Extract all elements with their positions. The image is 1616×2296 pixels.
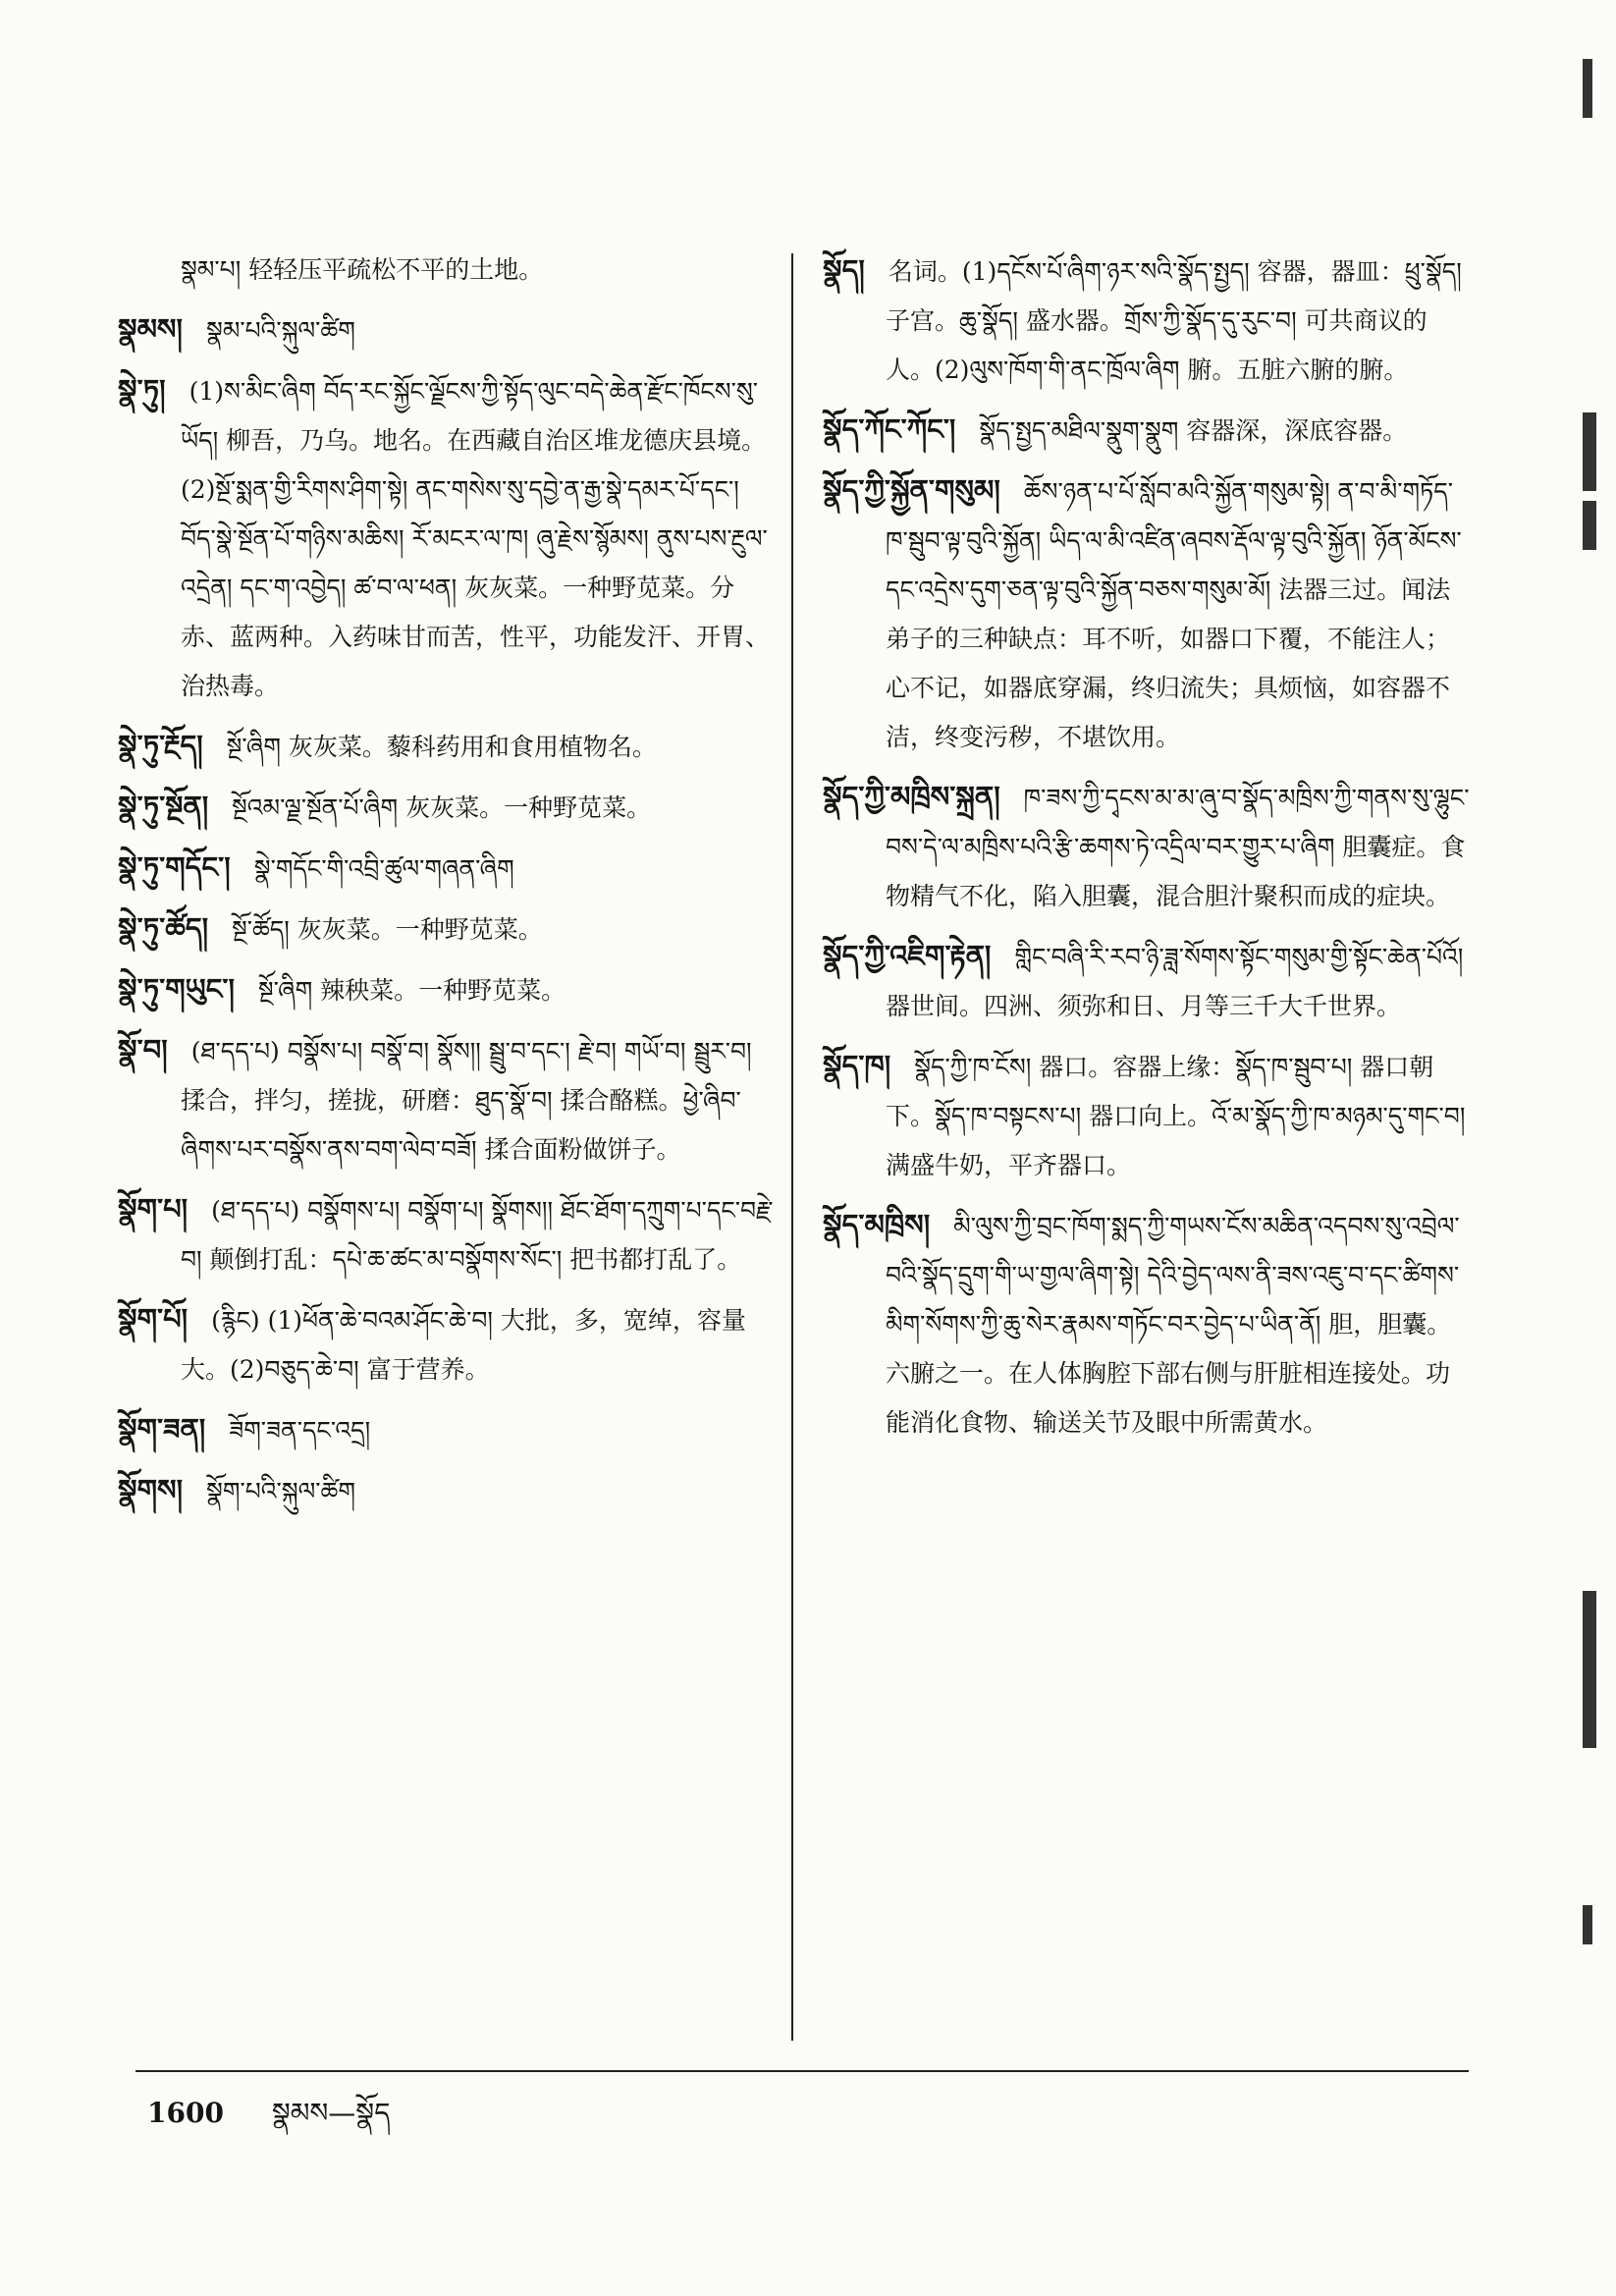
entry-definition: མི་ལུས་ཀྱི་བྲང་ཁོག་སྨད་ཀྱི་གཡས་ངོས་མཆིན་འདབས་སུ་འབྲེལ་བའི་སྣོད་དྲུག་གི་ཡ་གྱལ་ཞིག་སྟེ། དེའི་བྱེད་ལས་ནི་ཟས་འཇུ་བ་དང་ཚིགས་མིག་སོགས་ཀྱི་ཆུ་སེར་རྣམས་གཏོང་བར་བྱེད་པ་ཡིན་ནོ། 胆，胆囊。六腑之一。在人体胸腔下部右侧与肝脏相连接处。功能消化食物、输送关节及眼中所需黄水。: [886, 1212, 1460, 1437]
entry-headword: སྣོགས།: [118, 1473, 184, 1506]
entry-headword: སྣེ་ཏུ་ཚོད།: [118, 911, 209, 945]
dictionary-entry: [823, 1041, 1471, 1190]
dictionary-entry: [118, 1025, 774, 1175]
entry-definition: (རྙིང) (1)ཕོན་ཆེ་བའམ་ཤོང་ཆེ་བ། 大批，多，宽绰，容量大。(2)བཅུད་ཆེ་བ། 富于营养。: [181, 1306, 746, 1384]
entry-definition: ཟོག་ཟན་དང་འདྲ།: [229, 1416, 371, 1445]
entry-headword: སྣེ་ཏུ་རྔོད།: [118, 729, 203, 762]
dictionary-entry: [118, 1184, 774, 1285]
entry-definition: གླིང་བཞི་རི་རབ་ཉི་ཟླ་སོགས་སྟོང་གསུམ་གྱི་སྟོང་ཆེན་པོའོ། 器世间。四洲、须弥和日、月等三千大千世界。: [886, 943, 1464, 1020]
dictionary-entry: [823, 246, 1471, 395]
entry-headword: སྣོད་ཁ།: [823, 1049, 891, 1082]
page-footer: [147, 2082, 390, 2159]
entry-definition: (ཐ་དད་པ) བསྣོས་པ། བསྣོ་བ། སྣོས།། སྦྲུ་བ་དང་། རྗེ་བ། གཡོ་བ། སྦྲུར་བ། 揉合，拌匀，搓拢，研磨：ཐུད་སྣོ་བ། 揉合酪糕。ཕྱེ་ཞིབ་ཞིགས་པར་བསྣོས་ནས་བག་ལེབ་བཟོ། 揉合面粉做饼子。: [181, 1037, 752, 1164]
entry-definition: སྔོ་ཞིག 灰灰菜。藜科药用和食用植物名。: [226, 733, 657, 761]
entry-definition: ཆོས་ཉན་པ་པོ་སློབ་མའི་སྐྱོན་གསུམ་སྟེ། ན་བ་མི་གཏོད་ཁ་སྦུབ་ལྟ་བུའི་སྐྱོན། ཡིད་ལ་མི་འཛིན་ཞབས་རྡོལ་ལྟ་བུའི་སྐྱོན། ཉོན་མོངས་དང་འདྲེས་དུག་ཅན་ལྟ་བུའི་སྐྱོན་བཅས་གསུམ་མོ། 法器三过。闻法弟子的三种缺点：耳不听，如器口下覆，不能注人；心不记，如器底穿漏，终归流失；具烦恼，如容器不洁，终变污秽，不堪饮用。: [886, 477, 1462, 751]
right-column: [823, 246, 1471, 1457]
dictionary-entry: [823, 931, 1471, 1031]
entry-headword: སྣོག་ཟན།: [118, 1412, 206, 1446]
dictionary-entry: [118, 903, 774, 955]
entry-headword: སྣོད།: [823, 253, 865, 287]
page-number: 1600: [147, 2097, 224, 2129]
entry-headword: སྣོ་བ།: [118, 1033, 168, 1066]
dictionary-entry: [118, 843, 774, 894]
dictionary-entry: [118, 365, 774, 711]
entry-definition: སྣོད་སྤྱད་མཐིལ་སྣུག་སྣུག 容器深，深底容器。: [979, 416, 1408, 445]
left-column: [118, 246, 774, 1526]
entry-headword: སྣེ་ཏུ་གདོང་།: [118, 850, 231, 884]
dictionary-entry: [118, 1294, 774, 1394]
entry-headword: སྣོག་པ།: [118, 1192, 189, 1226]
entry-definition: སྣམ་པའི་སྐུལ་ཚིག: [205, 316, 355, 345]
dictionary-entry: [823, 405, 1471, 456]
dictionary-entry: [118, 246, 774, 295]
dictionary-entry: [118, 1465, 774, 1516]
entry-headword: སྣོད་ཀྱི་སྐྱོན་གསུམ།: [823, 473, 1000, 507]
entry-headword: སྣོད་ཀོང་ཀོང་།: [823, 412, 956, 446]
dictionary-entry: [823, 772, 1471, 921]
entry-definition: སྣོད་ཀྱི་ཁ་ངོས། 器口。容器上缘：སྣོད་ཁ་སྦུབ་པ། 器口朝下。སྣོད་ཁ་བསྟངས་པ། 器口向上。འོ་མ་སྣོད་ཀྱི་ཁ་མཉམ་དུ་གང་བ། 满盛牛奶，平齐器口。: [886, 1053, 1466, 1179]
entry-definition: (1)ས་མིང་ཞིག བོད་རང་སྐྱོང་ལྗོངས་ཀྱི་སྟོད་ལུང་བདེ་ཆེན་རྫོང་ཁོངས་སུ་ཡོད། 柳吾，乃乌。地名。在西藏自治区堆龙德庆县境。(2)སྔོ་སྨན་གྱི་རིགས་ཤིག་སྟེ། ནང་གསེས་སུ་དབྱེ་ན་རྒྱ་སྣེ་དམར་པོ་དང་། བོད་སྣེ་སྔོན་པོ་གཉིས་མཆིས། རོ་མངར་ལ་ཁ། ཞུ་རྗེས་སྙོམས། ནུས་པས་རྔུལ་འདྲེན། དང་ག་འབྱེད། ཚ་བ་ལ་ཕན། 灰灰菜。一种野苋菜。分赤、蓝两种。入药味甘而苦，性平，功能发汗、开胃、治热毒。: [181, 377, 771, 700]
footer-rule: [135, 2070, 1469, 2072]
entry-headword: སྣོད་ཀྱི་འཇིག་རྟེན།: [823, 939, 992, 972]
dictionary-entry: [118, 721, 774, 772]
column-divider: [791, 253, 793, 2041]
entry-definition: སྔོའམ་ལྗ་སྔོན་པོ་ཞིག 灰灰菜。一种野苋菜。: [232, 793, 652, 822]
entry-headword: སྣོད་མཁྲིས།: [823, 1208, 931, 1241]
entry-headword: སྣོག་པོ།: [118, 1302, 189, 1336]
entry-definition: སྣོག་པའི་སྐུལ་ཚིག: [206, 1477, 355, 1505]
entry-definition: སྣམ་པ། 轻轻压平疏松不平的土地。: [181, 255, 544, 284]
entry-definition: ཁ་ཟས་ཀྱི་དྭངས་མ་མ་ཞུ་བ་སྣོད་མཁྲིས་ཀྱི་གནས་སུ་ལྷུང་བས་དེ་ལ་མཁྲིས་པའི་རྩི་ཆགས་ཏེ་འདྲིལ་བར་གྱུར་པ་ཞིག 胆囊症。食物精气不化，陷入胆囊，混合胆汁聚积而成的症块。: [886, 784, 1470, 910]
entry-definition: སྔོ་ཚོད། 灰灰菜。一种野苋菜。: [232, 915, 543, 944]
dictionary-entry: [118, 782, 774, 833]
entry-headword: སྣེ་ཏུ་གཡུང་།: [118, 972, 235, 1006]
dictionary-entry: [823, 1200, 1471, 1448]
entry-definition: 名词。(1)དངོས་པོ་ཞིག་ཉར་སའི་སྣོད་སྤྱད། 容器，器皿：ཕྲུ་སྣོད། 子宫。ཆུ་སྣོད། 盛水器。གྲོས་ཀྱི་སྣོད་དུ་རུང་བ། 可共商议的人。(2)ལུས་ཁོག་གི་ནང་ཁྲོལ་ཞིག 腑。五脏六腑的腑。: [886, 257, 1462, 384]
dictionary-entry: [823, 465, 1471, 762]
scan-edge-marks: [1575, 39, 1598, 2259]
dictionary-entry: [118, 964, 774, 1015]
dictionary-entry: [118, 1404, 774, 1455]
dictionary-entry: [118, 304, 774, 355]
entry-headword: སྣོད་ཀྱི་མཁྲིས་སྐྲན།: [823, 780, 1000, 813]
entry-headword: སྣེ་ཏུ།: [118, 373, 166, 407]
entry-definition: (ཐ་དད་པ) བསྣོགས་པ། བསྣོག་པ། སྣོགས།། ཐོང་ཐོག་དཀྲུག་པ་དང་བརྗེ་བ། 颠倒打乱：དཔེ་ཆ་ཚང་མ་བསྣོགས་སོང་། 把书都打乱了。: [181, 1196, 774, 1274]
headword-range: སྣམས—སྣོད: [271, 2097, 391, 2129]
entry-definition: སྔོ་ཞིག 辣秧菜。一种野苋菜。: [257, 976, 566, 1005]
entry-headword: སྣེ་ཏུ་སྔོན།: [118, 790, 209, 823]
entry-headword: སྣམས།: [118, 312, 183, 346]
entry-definition: སྣེ་གདོང་གི་འབྲི་ཚུལ་གཞན་ཞིག: [253, 854, 514, 883]
